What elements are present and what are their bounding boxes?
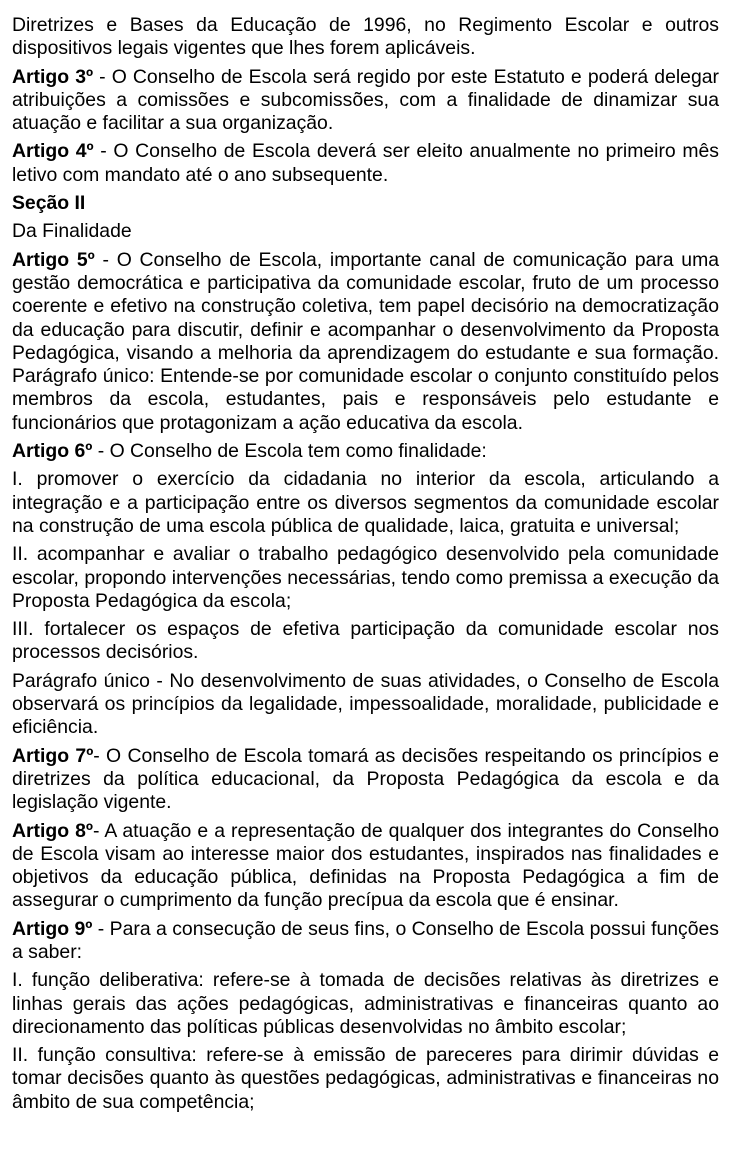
article-text: - O Conselho de Escola, importante canal de comunicação para uma gestão democrática e participativa da comunidade escolar, fruto de um processo coerente e efetivo na construção coletiva, tem papel decisório na democratização da educação para discutir, definir e acompanhar o desenvolvimento da Proposta Pedagógica, visando a melhoria da aprendizagem do estudante e sua formação. Parágrafo único: Entende-se por comunidade escolar o conjunto constituído pelos membros da escola, estudantes, pais e responsáveis pelo estudante e funcionários que protagonizam a ação educativa da escola.: [12, 248, 720, 434]
article-text: - O Conselho de Escola tem como finalidade:: [92, 440, 487, 463]
function-item-i: I. função deliberativa: refere-se à tomada de decisões relativas às diretrizes e linhas gerais das ações pedagógicas, administrativas e financeiras quanto ao direcionamento das políticas públicas desenvolvidas no âmbito escolar;: [12, 969, 719, 1038]
section-subtitle: Da Finalidade: [12, 220, 132, 243]
document-page: [12, 14, 719, 1119]
article-4: [12, 140, 719, 187]
article-label: Artigo 7º: [12, 744, 94, 767]
function-item-ii: II. função consultiva: refere-se à emissão de pareceres para dirimir dúvidas e tomar decisões quanto às questões pedagógicas, administrativas e financeiras no âmbito de sua competência;: [12, 1044, 719, 1113]
article-label: Artigo 5º: [12, 248, 95, 271]
article-label: Artigo 9º: [12, 917, 93, 940]
article-text: - Para a consecução de seus fins, o Conselho de Escola possui funções a saber:: [12, 917, 719, 963]
paragraph-text: Diretrizes e Bases da Educação de 1996, no Regimento Escolar e outros dispositivos legais vigentes que lhes forem aplicáveis.: [12, 14, 719, 60]
article-label: Artigo 6º: [12, 440, 93, 463]
article-text: - O Conselho de Escola tomará as decisões respeitando os princípios e diretrizes da política educacional, da Proposta Pedagógica da escola e da legislação vigente.: [12, 744, 719, 814]
article-text: - A atuação e a representação de qualquer dos integrantes do Conselho de Escola visam ao interesse maior dos estudantes, inspirados nas finalidades e objetivos da educação pública, definidas na Proposta Pedagógica a fim de assegurar o cumprimento da função precípua da escola que é ensinar.: [12, 819, 719, 912]
list-item-ii: II. acompanhar e avaliar o trabalho pedagógico desenvolvido pela comunidade escolar, propondo intervenções necessárias, tendo como premissa a execução da Proposta Pedagógica da escola;: [12, 543, 719, 612]
paragraph-sole: Parágrafo único - No desenvolvimento de suas atividades, o Conselho de Escola observará os princípios da legalidade, impessoalidade, moralidade, publicidade e eficiência.: [12, 669, 719, 739]
article-6: [12, 440, 719, 463]
article-9: [12, 918, 719, 965]
article-text: - O Conselho de Escola será regido por este Estatuto e poderá delegar atribuições a comissões e subcomissões, com a finalidade de dinamizar sua atuação e facilitar a sua organização.: [12, 65, 719, 135]
article-label: Artigo 3º: [12, 65, 94, 88]
list-item-i: I. promover o exercício da cidadania no interior da escola, articulando a integração e a participação entre os diversos segmentos da comunidade escolar na construção de uma escola pública de qualidade, laica, gratuita e universal;: [12, 468, 719, 537]
article-7: [12, 745, 719, 815]
section-heading: Seção II: [12, 192, 86, 215]
paragraph-intro: [12, 14, 719, 61]
article-8: [12, 820, 719, 913]
article-3: [12, 66, 719, 136]
article-label: Artigo 4º: [12, 140, 94, 163]
article-5: [12, 249, 719, 435]
article-text: - O Conselho de Escola deverá ser eleito anualmente no primeiro mês letivo com mandato até o ano subsequente.: [12, 140, 719, 186]
article-label: Artigo 8º: [12, 819, 93, 842]
list-item-iii: III. fortalecer os espaços de efetiva participação da comunidade escolar nos processos decisórios.: [12, 618, 719, 664]
